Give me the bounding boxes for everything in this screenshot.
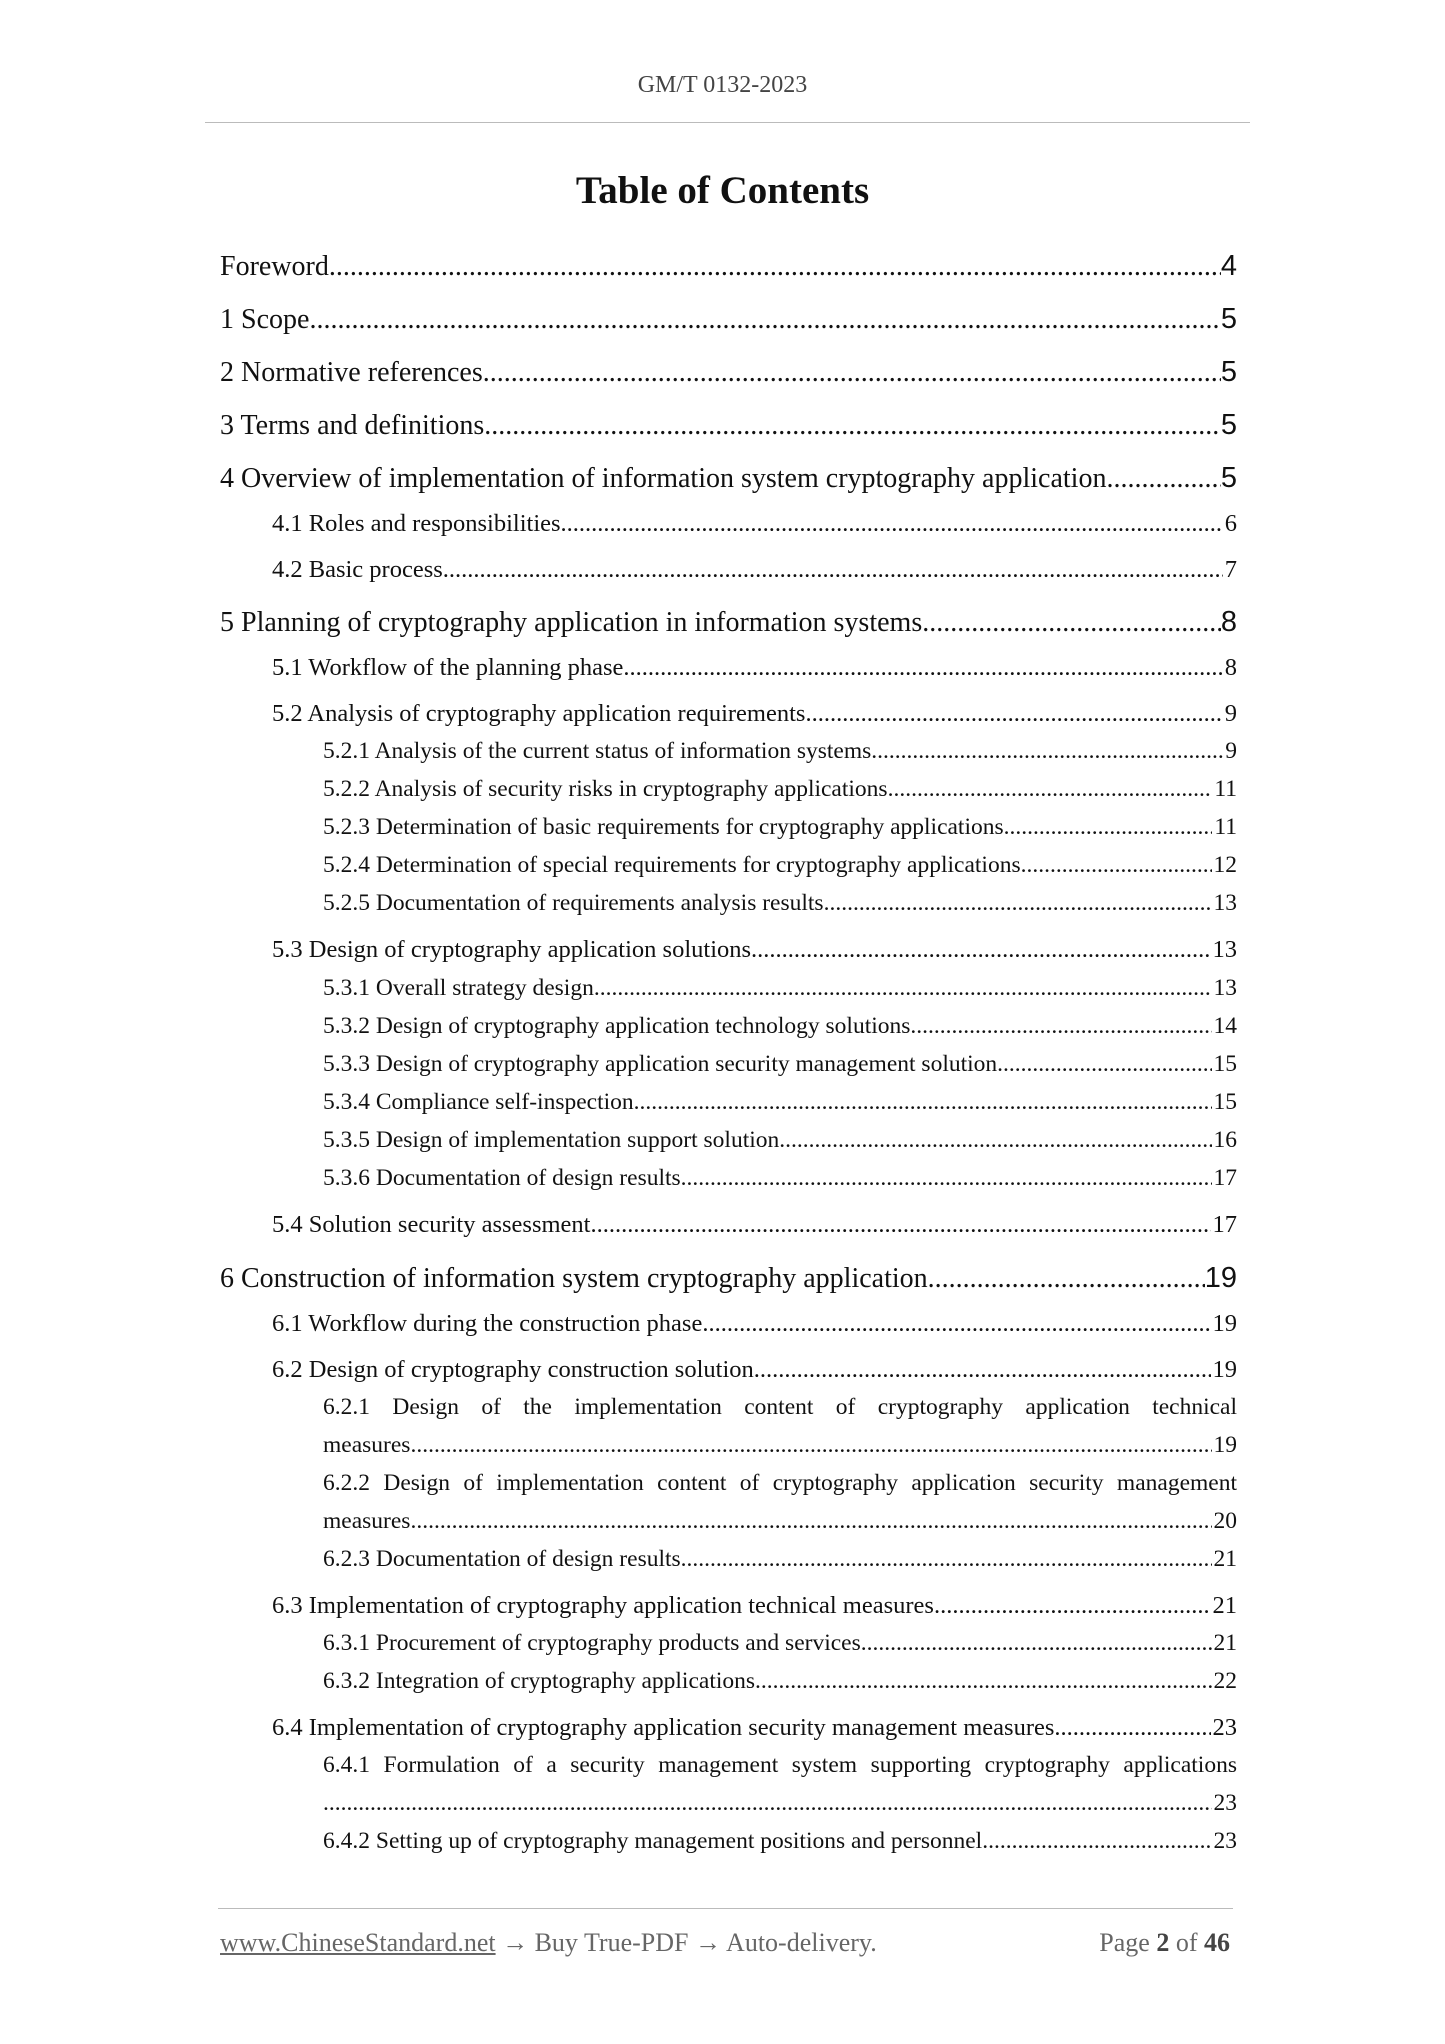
toc-entry-6-1[interactable]: 6.1 Workflow during the construction phase ..... 19 — [272, 1310, 1237, 1338]
toc-page-number: 19 — [1213, 1432, 1237, 1458]
toc-entry-6-2[interactable]: 6.2 Design of cryptography construction solution ..... 19 — [272, 1356, 1237, 1384]
toc-page-number: 17 — [1212, 1211, 1237, 1238]
toc-page-number: 6 — [1224, 510, 1237, 537]
toc-page-number: 14 — [1213, 1013, 1237, 1039]
toc-entry-6-3-1[interactable]: 6.3.1 Procurement of cryptography products and services ..... 21 — [323, 1630, 1237, 1657]
toc-page-number: 20 — [1213, 1508, 1237, 1534]
toc-page-number: 23 — [1213, 1828, 1237, 1854]
toc-entry-5-2-3[interactable]: 5.2.3 Determination of basic requirements for cryptography applications ..... 11 — [323, 814, 1237, 841]
toc-entry-6-2-2-line1[interactable]: 6.2.2 Design of implementation content of cryptography application security management — [323, 1470, 1237, 1496]
total-pages: 46 — [1204, 1928, 1230, 1957]
toc-entry-6-3-2[interactable]: 6.3.2 Integration of cryptography applications ..... 22 — [323, 1668, 1237, 1695]
toc-page-number: 19 — [1212, 1310, 1237, 1337]
toc-page-number: 7 — [1224, 556, 1237, 583]
buy-text: → Buy True-PDF → Auto-delivery. — [495, 1928, 877, 1957]
toc-page-number: 21 — [1213, 1546, 1237, 1572]
toc-entry-4-2[interactable]: 4.2 Basic process ..... 7 — [272, 556, 1237, 584]
footer-left — [220, 1928, 877, 1958]
toc-entry-5-3[interactable]: 5.3 Design of cryptography application solutions ..... 13 — [272, 936, 1237, 964]
toc-entry-5-3-6[interactable]: 5.3.6 Documentation of design results ..... 17 — [323, 1165, 1237, 1192]
page-title: Table of Contents — [575, 169, 870, 212]
toc-page-number: 15 — [1213, 1089, 1237, 1115]
toc-entry-5-2-4[interactable]: 5.2.4 Determination of special requirements for cryptography applications ..... 12 — [323, 852, 1237, 879]
toc-entry-terms-definitions[interactable]: 3 Terms and definitions ..... 5 — [220, 409, 1237, 442]
toc-page-number: 5 — [1220, 356, 1237, 388]
toc-page-number: 19 — [1204, 1262, 1237, 1294]
toc-page-number: 19 — [1212, 1356, 1237, 1383]
toc-entry-section-4[interactable]: 4 Overview of implementation of information system cryptography application ..... 5 — [220, 462, 1237, 495]
toc-entry-5-4[interactable]: 5.4 Solution security assessment ..... 17 — [272, 1211, 1237, 1239]
toc-page-number: 16 — [1213, 1127, 1237, 1153]
toc-entry-6-3[interactable]: 6.3 Implementation of cryptography application technical measures ..... 21 — [272, 1592, 1237, 1620]
toc-entry-6-2-1-line1[interactable]: 6.2.1 Design of the implementation content of cryptography application technical — [323, 1394, 1237, 1420]
current-page: 2 — [1156, 1928, 1170, 1957]
toc-entry-6-4[interactable]: 6.4 Implementation of cryptography application security management measures ..... 23 — [272, 1714, 1237, 1742]
toc-page-number: 22 — [1213, 1668, 1237, 1694]
site-link[interactable]: www.ChineseStandard.net — [220, 1928, 496, 1957]
toc-page-number: 8 — [1220, 606, 1237, 638]
document-header: GM/T 0132-2023 — [637, 72, 808, 98]
page-footer — [220, 1928, 1230, 1958]
toc-page-number: 4 — [1220, 250, 1237, 282]
toc-entry-scope[interactable]: 1 Scope ..... 5 — [220, 303, 1237, 336]
toc-page-number: 9 — [1224, 700, 1237, 727]
toc-entry-5-2-5[interactable]: 5.2.5 Documentation of requirements analysis results ..... 13 — [323, 890, 1237, 917]
toc-entry-section-5[interactable]: 5 Planning of cryptography application in information systems ..... 8 — [220, 606, 1237, 639]
toc-entry-5-2-2[interactable]: 5.2.2 Analysis of security risks in cryptography applications ..... 11 — [323, 776, 1237, 803]
toc-page-number: 15 — [1213, 1051, 1237, 1077]
header-divider — [205, 122, 1250, 123]
toc-entry-6-2-2-line2[interactable]: measures ..... 20 — [323, 1508, 1237, 1535]
toc-page-number: 21 — [1213, 1630, 1237, 1656]
toc-page-number: 5 — [1220, 409, 1237, 441]
toc-page-number: 17 — [1213, 1165, 1237, 1191]
toc-entry-4-1[interactable]: 4.1 Roles and responsibilities ..... 6 — [272, 510, 1237, 538]
toc-page-number: 11 — [1214, 776, 1237, 802]
footer-divider — [218, 1908, 1233, 1909]
toc-entry-foreword[interactable]: Foreword ..... 4 — [220, 250, 1237, 283]
toc-entry-5-1[interactable]: 5.1 Workflow of the planning phase ..... 8 — [272, 654, 1237, 682]
toc-entry-5-2-1[interactable]: 5.2.1 Analysis of the current status of information systems ..... 9 — [323, 738, 1237, 765]
toc-page-number: 8 — [1224, 654, 1237, 681]
toc-entry-normative-references[interactable]: 2 Normative references ..... 5 — [220, 356, 1237, 389]
toc-page-number: 23 — [1213, 1790, 1237, 1816]
toc-entry-6-2-1-line2[interactable]: measures ..... 19 — [323, 1432, 1237, 1459]
toc-entry-5-3-3[interactable]: 5.3.3 Design of cryptography application security management solution ..... 15 — [323, 1051, 1237, 1078]
toc-entry-5-3-1[interactable]: 5.3.1 Overall strategy design ..... 13 — [323, 975, 1237, 1002]
toc-entry-5-2[interactable]: 5.2 Analysis of cryptography application requirements ..... 9 — [272, 700, 1237, 728]
toc-page-number: 11 — [1214, 814, 1237, 840]
page-indicator: Page 2 of 46 — [1099, 1928, 1230, 1957]
toc-page-number: 21 — [1212, 1592, 1237, 1619]
toc-entry-6-4-1-line2[interactable] — [323, 1790, 1237, 1817]
toc-page-number: 9 — [1225, 738, 1237, 764]
toc-entry-6-4-2[interactable]: 6.4.2 Setting up of cryptography management positions and personnel ..... 23 — [323, 1828, 1237, 1855]
toc-page-number: 13 — [1213, 975, 1237, 1001]
toc-page-number: 5 — [1220, 303, 1237, 335]
toc-page-number: 23 — [1212, 1714, 1237, 1741]
toc-entry-5-3-4[interactable]: 5.3.4 Compliance self-inspection ..... 15 — [323, 1089, 1237, 1116]
toc-entry-5-3-5[interactable]: 5.3.5 Design of implementation support solution ..... 16 — [323, 1127, 1237, 1154]
toc-entry-6-2-3[interactable]: 6.2.3 Documentation of design results ..... 21 — [323, 1546, 1237, 1573]
toc-page-number: 13 — [1212, 936, 1237, 963]
toc-page-number: 13 — [1213, 890, 1237, 916]
toc-page-number: 5 — [1220, 462, 1237, 494]
toc-page-number: 12 — [1213, 852, 1237, 878]
toc-entry-5-3-2[interactable]: 5.3.2 Design of cryptography application technology solutions ..... 14 — [323, 1013, 1237, 1040]
toc-entry-6-4-1-line1[interactable]: 6.4.1 Formulation of a security management system supporting cryptography applications — [323, 1752, 1237, 1778]
toc-entry-section-6[interactable]: 6 Construction of information system cryptography application ..... 19 — [220, 1262, 1237, 1295]
